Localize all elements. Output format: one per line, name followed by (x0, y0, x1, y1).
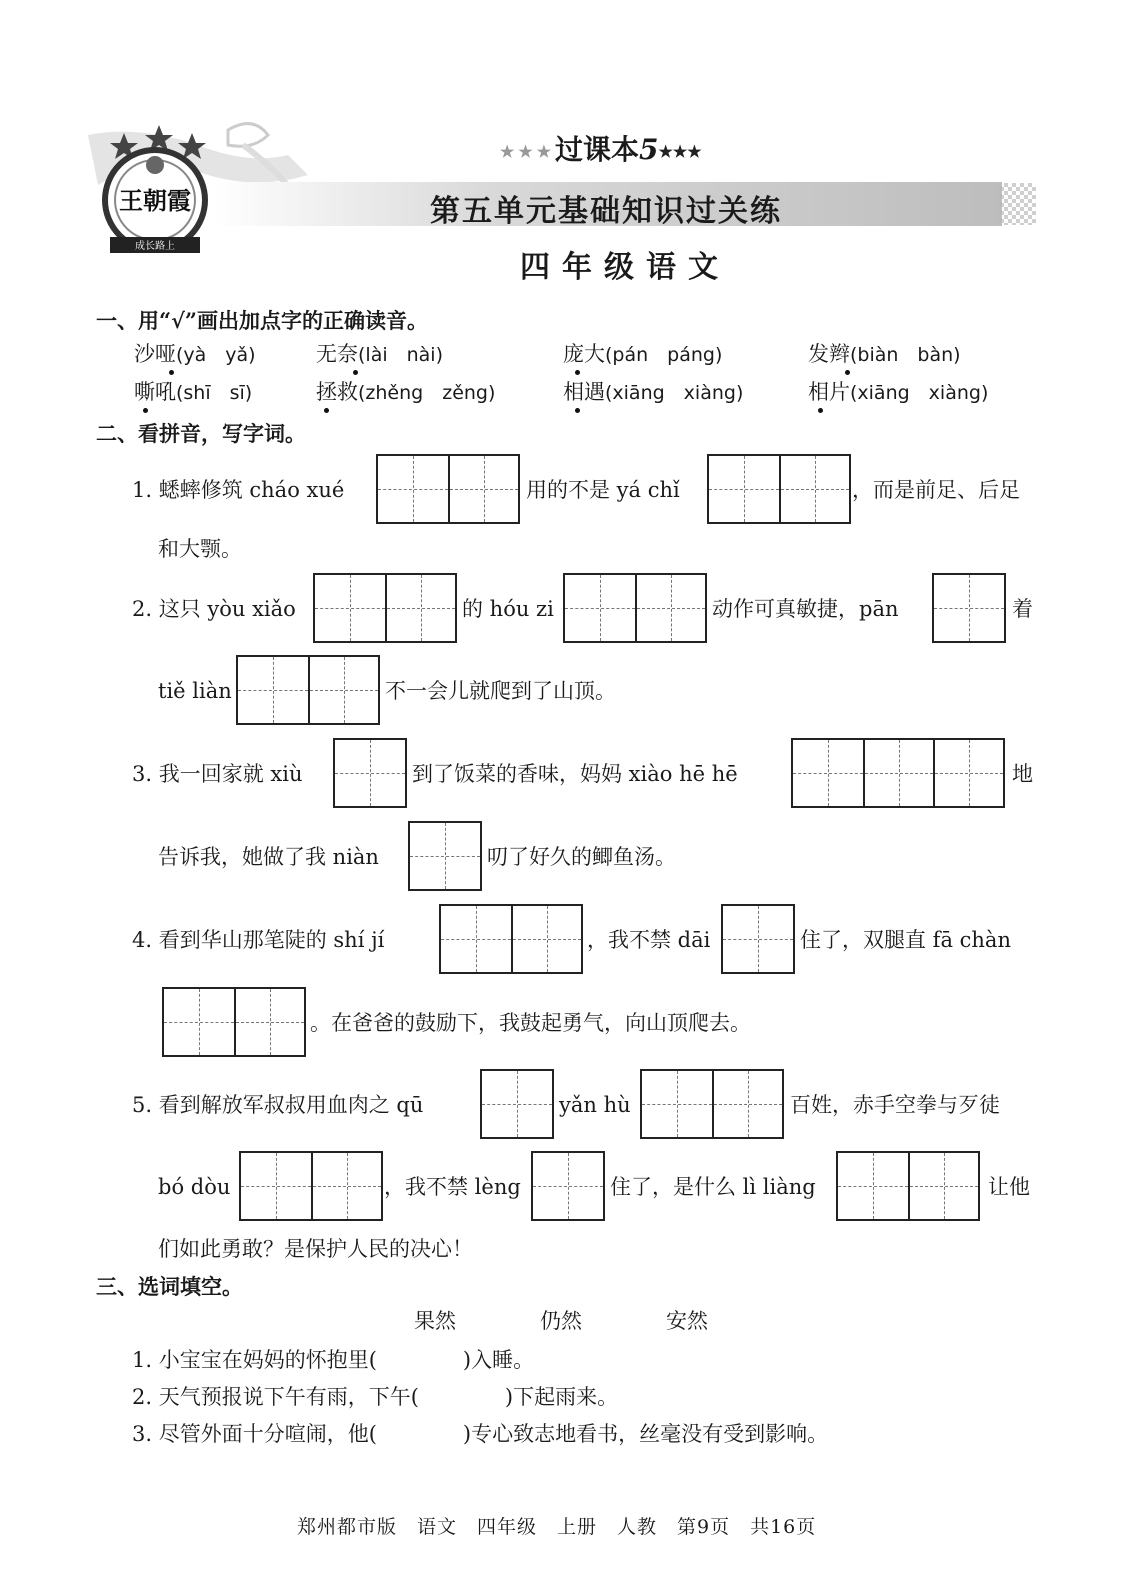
answer-box[interactable] (836, 1151, 980, 1221)
checker-decoration (1000, 183, 1036, 225)
q5-text-d: bó dòu (158, 1175, 231, 1199)
s3-q2: 2. 天气预报说下午有雨，下午( )下起雨来。 (132, 1385, 619, 1409)
page-subtitle: 四年级语文 (520, 250, 730, 285)
q5-text-a: 5. 看到解放军叔叔用血肉之 qū (132, 1093, 424, 1117)
emphasis-dot (324, 408, 329, 413)
logo-tagline: 成长路上 (135, 241, 175, 252)
q3-text-b: 到了饭菜的香味，妈妈 xiào hē hē (412, 762, 738, 786)
q1-text-b: 用的不是 yá chǐ (526, 478, 680, 502)
answer-box[interactable] (376, 454, 520, 524)
q2-text-e: tiě liàn (158, 679, 232, 703)
answer-box[interactable] (480, 1069, 554, 1139)
emphasis-dot (143, 408, 148, 413)
answer-box[interactable] (640, 1069, 784, 1139)
logo-text: 王朝霞 (119, 186, 191, 215)
page-footer: 郑州都市版 语文 四年级 上册 人教 第9页 共16页 (297, 1516, 817, 1538)
answer-box[interactable] (707, 454, 851, 524)
answer-box[interactable] (162, 987, 306, 1057)
s3-q1: 1. 小宝宝在妈妈的怀抱里( )入睡。 (132, 1348, 535, 1372)
q3-text-e: 叨了好久的鲫鱼汤。 (487, 845, 676, 869)
q5-text-f: 住了，是什么 lì liàng (610, 1175, 816, 1199)
emphasis-dot (818, 408, 823, 413)
s1-item-8: 相片(xiāng xiàng) (808, 380, 989, 404)
answer-box[interactable] (721, 904, 795, 974)
emphasis-dot (169, 370, 174, 375)
s1-item-2: 无奈(lài nài) (316, 342, 443, 366)
series-text: 过课本 (555, 133, 640, 166)
emphasis-dot (353, 370, 358, 375)
q2-text-d: 着 (1012, 597, 1033, 621)
q1-text-c: ，而是前足、后足 (852, 478, 1020, 502)
answer-box[interactable] (313, 573, 457, 643)
q5-text-e: ，我不禁 lèng (384, 1175, 521, 1199)
q4-text-a: 4. 看到华山那笔陡的 shí jí (132, 928, 385, 952)
stars-left: ★★★ (500, 142, 556, 161)
section2-heading: 二、看拼音，写字词。 (96, 421, 306, 446)
s1-item-1: 沙哑(yà yǎ) (134, 342, 256, 366)
stars-right: ★★★ (658, 142, 702, 161)
word-option-1: 果然 (414, 1309, 456, 1333)
q4-text-b: ，我不禁 dāi (587, 928, 711, 952)
q3-text-d: 告诉我，她做了我 niàn (158, 845, 379, 869)
page-title: 第五单元基础知识过关练 (430, 194, 782, 229)
q5-text-h: 们如此勇敢？是保护人民的决心！ (158, 1237, 473, 1261)
q2-text-c: 动作可真敏捷，pān (712, 597, 899, 621)
answer-box[interactable] (531, 1151, 605, 1221)
answer-box[interactable] (932, 573, 1006, 643)
s3-q3: 3. 尽管外面十分喧闹，他( )专心致志地看书，丝毫没有受到影响。 (132, 1422, 829, 1446)
q1-text-a: 1. 蟋蟀修筑 cháo xué (132, 478, 345, 502)
brand-logo (100, 125, 210, 260)
emphasis-dot (845, 370, 850, 375)
emphasis-dot (575, 370, 580, 375)
q5-text-g: 让他 (988, 1175, 1030, 1199)
series-number: 5 (639, 133, 659, 166)
answer-box[interactable] (333, 738, 407, 808)
s1-item-7: 相遇(xiāng xiàng) (563, 380, 744, 404)
q4-text-c: 住了，双腿直 fā chàn (800, 928, 1011, 952)
word-option-3: 安然 (666, 1309, 708, 1333)
answer-box[interactable] (236, 655, 380, 725)
s1-item-3: 庞大(pán páng) (563, 342, 723, 366)
section1-heading: 一、用“√”画出加点字的正确读音。 (96, 308, 428, 333)
q5-text-b: yǎn hù (559, 1093, 631, 1117)
answer-box[interactable] (563, 573, 707, 643)
word-option-2: 仍然 (540, 1309, 582, 1333)
q3-text-a: 3. 我一回家就 xiù (132, 762, 303, 786)
s1-item-4: 发辫(biàn bàn) (808, 342, 961, 366)
s1-item-6: 拯救(zhěng zěng) (316, 380, 496, 404)
q2-text-a: 2. 这只 yòu xiǎo (132, 597, 296, 621)
s1-item-5: 嘶吼(shī sī) (134, 380, 253, 404)
answer-box[interactable] (239, 1151, 383, 1221)
section3-heading: 三、选词填空。 (96, 1274, 243, 1299)
q4-text-d: 。在爸爸的鼓励下，我鼓起勇气，向山顶爬去。 (310, 1011, 751, 1035)
q1-text-d: 和大颚。 (158, 537, 242, 561)
q2-text-f: 不一会儿就爬到了山顶。 (385, 679, 616, 703)
q3-text-c: 地 (1012, 762, 1033, 786)
q5-text-c: 百姓，赤手空拳与歹徒 (790, 1093, 1000, 1117)
emphasis-dot (575, 408, 580, 413)
answer-box[interactable] (791, 738, 1005, 808)
series-label (500, 128, 702, 168)
q2-text-b: 的 hóu zi (462, 597, 554, 621)
answer-box[interactable] (408, 821, 482, 891)
answer-box[interactable] (439, 904, 583, 974)
